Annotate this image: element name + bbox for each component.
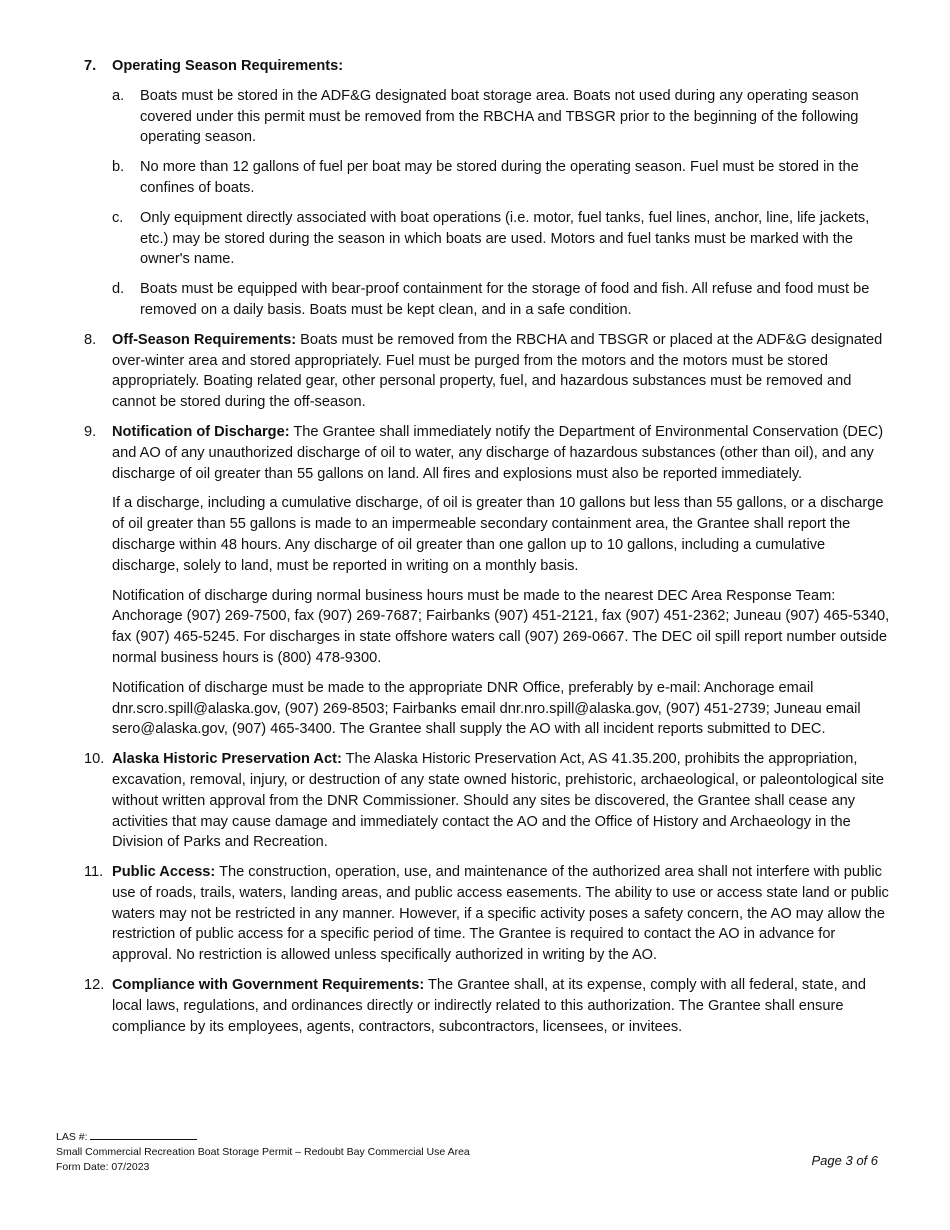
condition-9-paragraph-1 xyxy=(112,422,894,484)
condition-9-heading: Notification of Discharge: xyxy=(112,423,290,440)
condition-7b-text: No more than 12 gallons of fuel per boat may be stored during the operating season. Fuel must be stored in the confines of boats. xyxy=(140,159,859,196)
condition-11-text: The construction, operation, use, and maintenance of the authorized area shall not interfere with public use of roads, trails, waters, landing areas, and public access easements. The ability to use or access state land or public waters may not be restricted in any manner. However, if a specific activity poses a safety concern, the AO may allow the restriction of public access for a specific period of time. The Grantee is required to contact the AO in advance for approval. No restriction is allowed unless specifically authorized in writing by the AO. xyxy=(112,864,889,964)
las-label: LAS #: xyxy=(56,1131,88,1143)
condition-12-heading: Compliance with Government Requirements: xyxy=(112,977,425,994)
condition-12-number: 12. xyxy=(84,977,105,994)
condition-8-heading: Off-Season Requirements: xyxy=(112,331,297,348)
condition-10-number: 10. xyxy=(84,751,105,768)
condition-9-paragraph-2: If a discharge, including a cumulative discharge, of oil is greater than 10 gallons but less than 55 gallons, or a discharge of oil greater than 55 gallons is made to an impermeable secondary containment area, the Grantee shall report the discharge within 48 hours. Any discharge of oil greater than one gallon up to 10 gallons, including a cumulative discharge, solely to land, must be reported in writing on a monthly basis. xyxy=(112,495,884,574)
form-date: Form Date: 07/2023 xyxy=(56,1160,150,1173)
condition-9 xyxy=(84,422,894,740)
las-number-blank xyxy=(90,1128,197,1140)
condition-7d-letter: d. xyxy=(112,281,125,298)
condition-8-text: Boats must be removed from the RBCHA and TBSGR or placed at the ADF&G designated over-winter area and stored appropriately. Fuel must be purged from the motors and the motors must be stored appropriately. Boating related gear, other personal property, fuel, and hazardous substances must be removed and cannot be stored during the off-season. xyxy=(112,331,883,411)
condition-7a-letter: a. xyxy=(112,87,125,104)
condition-7c xyxy=(84,208,894,270)
condition-7a xyxy=(84,86,894,148)
condition-10-text: The Alaska Historic Preservation Act, AS 41.35.200, prohibits the appropriation, excavation, removal, injury, or destruction of any state owned historic, prehistoric, archaeological, or paleontological site without written approval from the DNR Commissioner. Should any sites be discovered, the Grantee shall cease any activities that may cause damage and immediately contact the AO and the Office of History and Archaeology in the Division of Parks and Recreation. xyxy=(112,751,884,851)
condition-11 xyxy=(84,862,894,966)
condition-9-text: The Grantee shall immediately notify the Department of Environmental Conservation (DEC) and AO of any unauthorized discharge of oil to water, any discharge of hazardous substances (other than oil), and any discharge of oil greater than 55 gallons on land. All fires and explosions must also be reported immediately. xyxy=(112,423,884,482)
condition-7 xyxy=(84,56,894,77)
condition-7-number: 7. xyxy=(84,58,97,74)
condition-10-heading: Alaska Historic Preservation Act: xyxy=(112,751,342,768)
condition-9-paragraph-3: Notification of discharge during normal business hours must be made to the nearest DEC Area Response Team: Anchorage (907) 269-7500, fax (907) 269-7687; Fairbanks (907) 451-2121, fax (907) 451-2362; Juneau (907) 465-5340, fax (907) 465-5245. For discharges in state offshore waters call (907) 269-0667. The DEC oil spill report number outside normal business hours is (800) 478-9300. xyxy=(112,587,890,666)
condition-9-number: 9. xyxy=(84,423,97,440)
condition-12 xyxy=(84,975,894,1037)
condition-8-number: 8. xyxy=(84,331,97,348)
condition-8 xyxy=(84,330,894,413)
page-number: Page 3 of 6 xyxy=(811,1153,878,1168)
condition-12-text: The Grantee shall, at its expense, comply with all federal, state, and local laws, regulations, and ordinances directly or indirectly related to this authorization. The Grantee shall ensure compliance by its employees, agents, contractors, subcontractors, licensees, or invitees. xyxy=(112,977,867,1035)
condition-7a-text: Boats must be stored in the ADF&G designated boat storage area. Boats not used during any operating season covered under this permit must be removed from the RBCHA and TBSGR prior to the beginning of the following operating season. xyxy=(140,87,859,146)
condition-7b xyxy=(84,157,894,199)
las-number-line xyxy=(56,1128,896,1145)
condition-7d-text: Boats must be equipped with bear-proof containment for the storage of food and fish. All refuse and food must be removed on a daily basis. Boats must be kept clean, and in a safe condition. xyxy=(140,281,870,318)
page-footer xyxy=(56,1128,896,1174)
condition-7-heading: Operating Season Requirements: xyxy=(112,58,344,74)
permit-conditions xyxy=(84,56,894,1046)
condition-11-paragraph xyxy=(112,862,894,966)
permit-title: Small Commercial Recreation Boat Storage Permit – Redoubt Bay Commercial Use Area xyxy=(56,1145,470,1158)
condition-7b-letter: b. xyxy=(112,159,125,176)
condition-9-paragraph-4: Notification of discharge must be made to the appropriate DNR Office, preferably by e-mail: Anchorage email dnr.scro.spill@alaska.gov, (907) 269-8503; Fairbanks email dnr.nro.spill@alaska.gov, (907) 451-2739; Juneau email sero@alaska.gov, (907) 465-3400. The Grantee shall supply the AO with all incident reports submitted to DEC. xyxy=(112,679,861,738)
condition-7d xyxy=(84,279,894,321)
condition-10 xyxy=(84,749,894,853)
condition-11-heading: Public Access: xyxy=(112,864,216,881)
condition-7c-letter: c. xyxy=(112,209,124,226)
condition-10-paragraph xyxy=(112,749,894,853)
condition-8-paragraph xyxy=(112,330,894,413)
condition-7c-text: Only equipment directly associated with boat operations (i.e. motor, fuel tanks, fuel lines, anchor, line, life jackets, etc.) may be stored during the season in which boats are used. Motors and fuel tanks must be marked with the owner's name. xyxy=(140,209,870,268)
condition-12-paragraph xyxy=(112,975,894,1037)
condition-11-number: 11. xyxy=(84,864,104,881)
